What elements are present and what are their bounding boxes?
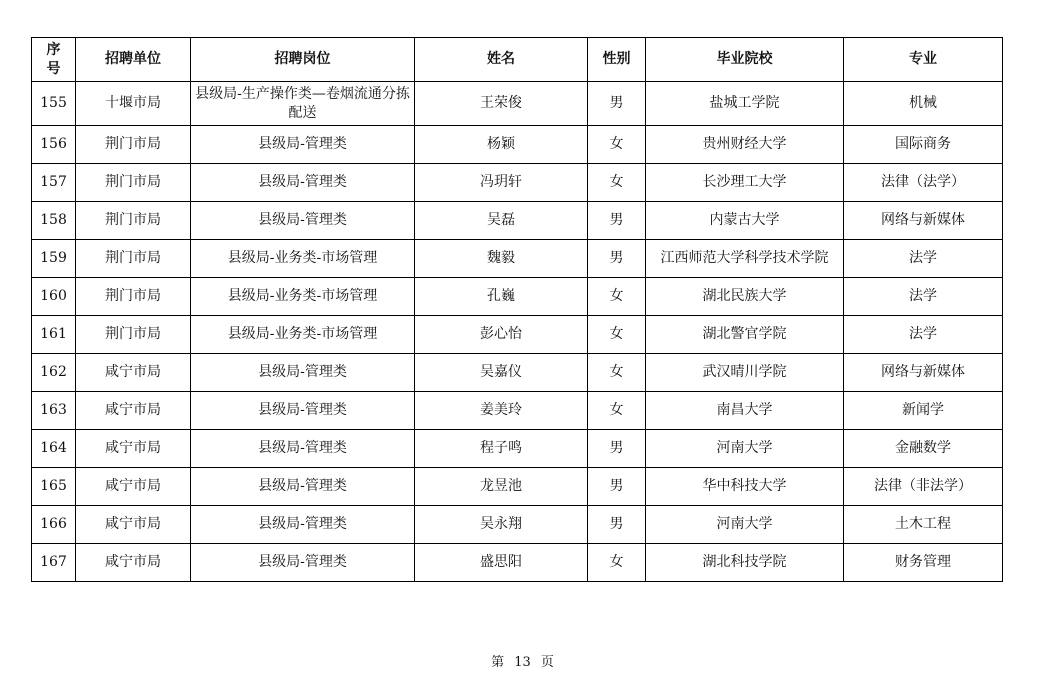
cell-gender: 女 xyxy=(588,164,646,202)
cell-major: 国际商务 xyxy=(844,126,1003,164)
table-row xyxy=(32,354,1003,392)
cell-unit: 咸宁市局 xyxy=(76,468,191,506)
cell-school: 湖北民族大学 xyxy=(646,278,844,316)
cell-name: 姜美玲 xyxy=(415,392,588,430)
cell-unit: 十堰市局 xyxy=(76,82,191,126)
cell-seq: 158 xyxy=(32,202,76,240)
cell-seq: 156 xyxy=(32,126,76,164)
cell-name: 冯玥轩 xyxy=(415,164,588,202)
cell-name: 彭心怡 xyxy=(415,316,588,354)
cell-name: 王荣俊 xyxy=(415,82,588,126)
cell-major: 新闻学 xyxy=(844,392,1003,430)
cell-position: 县级局-管理类 xyxy=(191,430,415,468)
cell-name: 龙昱池 xyxy=(415,468,588,506)
cell-position: 县级局-管理类 xyxy=(191,468,415,506)
cell-position: 县级局-业务类-市场管理 xyxy=(191,240,415,278)
header-major: 专业 xyxy=(844,38,1003,82)
cell-major: 法学 xyxy=(844,240,1003,278)
cell-seq: 162 xyxy=(32,354,76,392)
cell-school: 湖北科技学院 xyxy=(646,544,844,582)
cell-school: 南昌大学 xyxy=(646,392,844,430)
cell-gender: 女 xyxy=(588,354,646,392)
cell-name: 程子鸣 xyxy=(415,430,588,468)
cell-gender: 女 xyxy=(588,544,646,582)
table-row xyxy=(32,202,1003,240)
table-row xyxy=(32,506,1003,544)
cell-school: 武汉晴川学院 xyxy=(646,354,844,392)
header-name: 姓名 xyxy=(415,38,588,82)
cell-school: 贵州财经大学 xyxy=(646,126,844,164)
cell-school: 华中科技大学 xyxy=(646,468,844,506)
cell-gender: 男 xyxy=(588,240,646,278)
cell-school: 盐城工学院 xyxy=(646,82,844,126)
cell-name: 吴嘉仪 xyxy=(415,354,588,392)
cell-unit: 咸宁市局 xyxy=(76,392,191,430)
cell-school: 河南大学 xyxy=(646,430,844,468)
cell-unit: 咸宁市局 xyxy=(76,506,191,544)
cell-unit: 荆门市局 xyxy=(76,126,191,164)
cell-seq: 164 xyxy=(32,430,76,468)
cell-name: 吴磊 xyxy=(415,202,588,240)
cell-unit: 荆门市局 xyxy=(76,164,191,202)
table-row xyxy=(32,392,1003,430)
table-row xyxy=(32,468,1003,506)
cell-unit: 咸宁市局 xyxy=(76,544,191,582)
header-unit: 招聘单位 xyxy=(76,38,191,82)
cell-position: 县级局-管理类 xyxy=(191,202,415,240)
table-header-row xyxy=(32,38,1003,82)
table-row xyxy=(32,544,1003,582)
cell-unit: 荆门市局 xyxy=(76,278,191,316)
cell-position: 县级局-业务类-市场管理 xyxy=(191,316,415,354)
table-row xyxy=(32,82,1003,126)
cell-major: 网络与新媒体 xyxy=(844,202,1003,240)
header-seq-line1: 序 xyxy=(46,41,61,58)
footer-suffix: 页 xyxy=(540,655,554,670)
cell-major: 法学 xyxy=(844,278,1003,316)
page-footer xyxy=(0,651,1045,670)
header-position: 招聘岗位 xyxy=(191,38,415,82)
recruitment-table xyxy=(31,37,1003,582)
page-number: 13 xyxy=(514,655,531,670)
cell-name: 盛思阳 xyxy=(415,544,588,582)
cell-seq: 165 xyxy=(32,468,76,506)
cell-gender: 男 xyxy=(588,506,646,544)
cell-major: 机械 xyxy=(844,82,1003,126)
cell-seq: 166 xyxy=(32,506,76,544)
cell-gender: 女 xyxy=(588,316,646,354)
cell-name: 魏毅 xyxy=(415,240,588,278)
footer-prefix: 第 xyxy=(491,655,505,670)
cell-gender: 男 xyxy=(588,468,646,506)
table-row xyxy=(32,316,1003,354)
header-gender: 性别 xyxy=(588,38,646,82)
header-seq-line2: 号 xyxy=(46,60,61,77)
cell-name: 杨颖 xyxy=(415,126,588,164)
cell-position: 县级局-管理类 xyxy=(191,354,415,392)
cell-unit: 荆门市局 xyxy=(76,240,191,278)
cell-school: 长沙理工大学 xyxy=(646,164,844,202)
table-row xyxy=(32,430,1003,468)
cell-major: 法学 xyxy=(844,316,1003,354)
cell-gender: 女 xyxy=(588,392,646,430)
cell-unit: 荆门市局 xyxy=(76,316,191,354)
header-seq xyxy=(32,38,76,82)
cell-school: 内蒙古大学 xyxy=(646,202,844,240)
cell-position: 县级局-管理类 xyxy=(191,506,415,544)
cell-seq: 159 xyxy=(32,240,76,278)
cell-unit: 咸宁市局 xyxy=(76,354,191,392)
cell-major: 金融数学 xyxy=(844,430,1003,468)
cell-position: 县级局-生产操作类—卷烟流通分拣配送 xyxy=(191,82,415,126)
cell-seq: 160 xyxy=(32,278,76,316)
header-school: 毕业院校 xyxy=(646,38,844,82)
cell-gender: 男 xyxy=(588,202,646,240)
cell-unit: 荆门市局 xyxy=(76,202,191,240)
cell-name: 孔巍 xyxy=(415,278,588,316)
cell-gender: 男 xyxy=(588,430,646,468)
cell-major: 法律（非法学） xyxy=(844,468,1003,506)
cell-position: 县级局-业务类-市场管理 xyxy=(191,278,415,316)
cell-major: 法律（法学） xyxy=(844,164,1003,202)
cell-position: 县级局-管理类 xyxy=(191,164,415,202)
table-row xyxy=(32,240,1003,278)
cell-major: 网络与新媒体 xyxy=(844,354,1003,392)
cell-position: 县级局-管理类 xyxy=(191,126,415,164)
cell-name: 吴永翔 xyxy=(415,506,588,544)
cell-seq: 161 xyxy=(32,316,76,354)
cell-seq: 163 xyxy=(32,392,76,430)
cell-position: 县级局-管理类 xyxy=(191,544,415,582)
table-row xyxy=(32,164,1003,202)
cell-gender: 男 xyxy=(588,82,646,126)
cell-gender: 女 xyxy=(588,126,646,164)
cell-seq: 155 xyxy=(32,82,76,126)
cell-seq: 157 xyxy=(32,164,76,202)
cell-unit: 咸宁市局 xyxy=(76,430,191,468)
cell-school: 湖北警官学院 xyxy=(646,316,844,354)
cell-major: 财务管理 xyxy=(844,544,1003,582)
table-row xyxy=(32,278,1003,316)
cell-major: 土木工程 xyxy=(844,506,1003,544)
cell-seq: 167 xyxy=(32,544,76,582)
cell-school: 江西师范大学科学技术学院 xyxy=(646,240,844,278)
cell-position: 县级局-管理类 xyxy=(191,392,415,430)
table-row xyxy=(32,126,1003,164)
cell-school: 河南大学 xyxy=(646,506,844,544)
cell-gender: 女 xyxy=(588,278,646,316)
